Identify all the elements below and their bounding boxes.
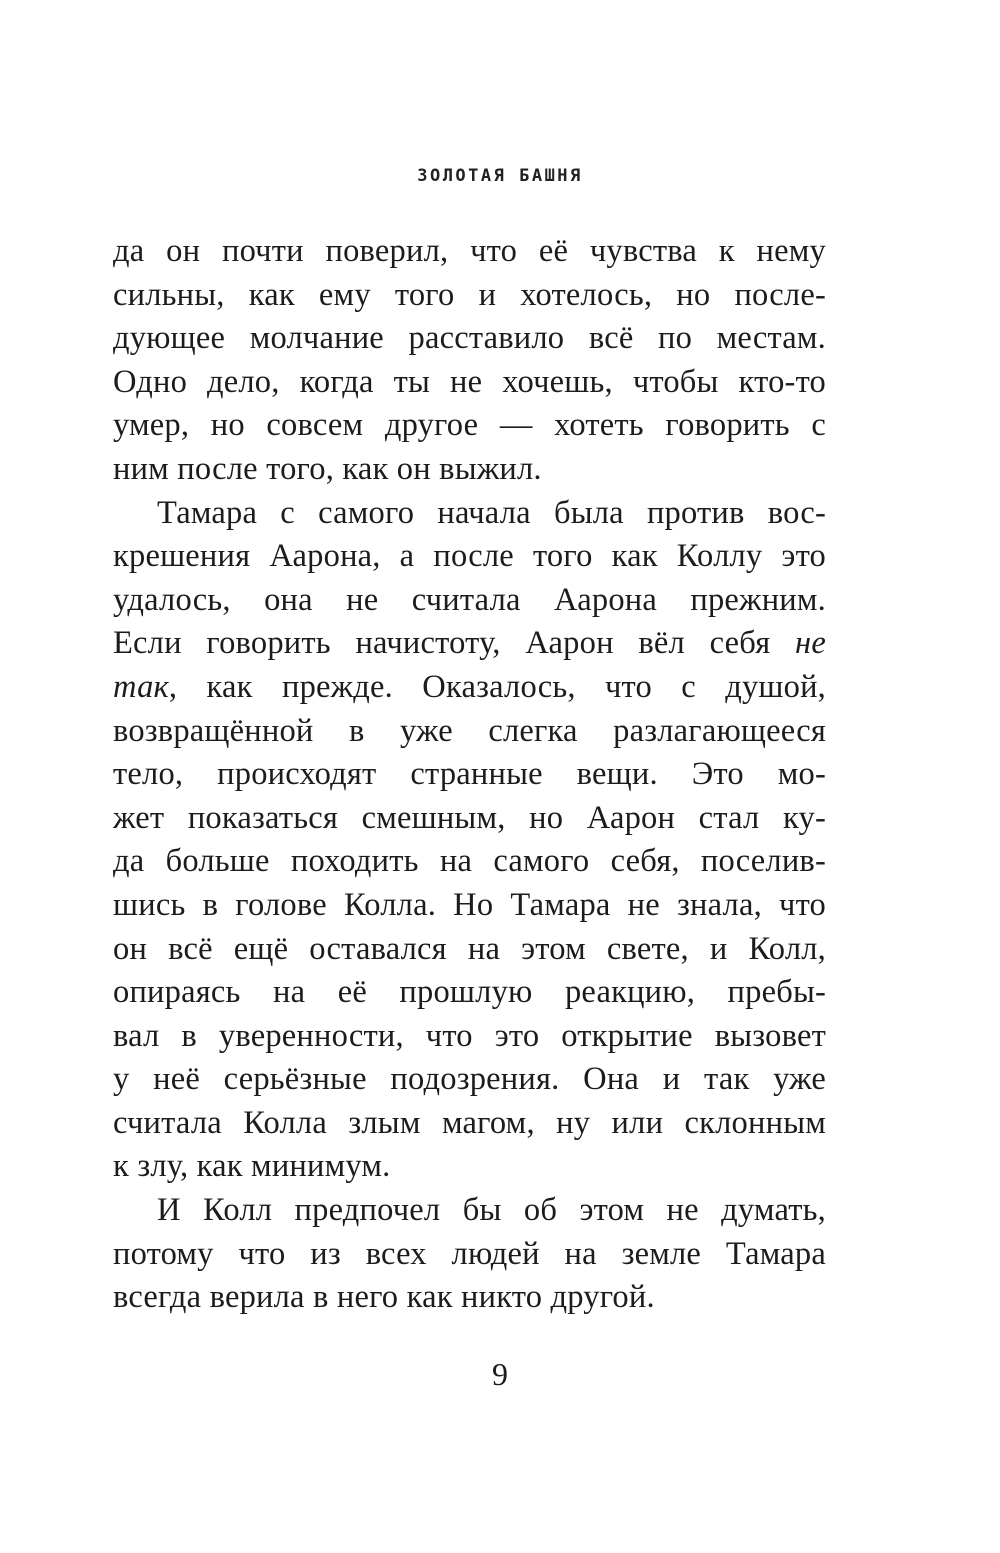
text-line-with-emphasis <box>113 666 826 710</box>
text-run: Если говорить начистоту, Аарон вёл себя <box>113 625 771 662</box>
text-line: опираясь на её прошлую реакцию, пребы- <box>113 974 826 1011</box>
text-run: , как прежде. Оказалось, что с душой, <box>168 668 826 705</box>
text-line: всегда верила в него как никто другой. <box>113 1279 655 1316</box>
text-line: Одно дело, когда ты не хочешь, чтобы кто-то <box>113 363 826 400</box>
text-line: он всё ещё оставался на этом свете, и Колл, <box>113 930 826 967</box>
text-line: Тамара с самого начала была против вос- <box>157 494 826 531</box>
text-line: считала Колла злым магом, ну или склонным <box>113 1104 826 1141</box>
text-line: крешения Аарона, а после того как Коллу это <box>113 538 826 575</box>
text-line: дующее молчание расставило всё по местам. <box>113 320 826 357</box>
text-line: ним после того, как он выжил. <box>113 450 542 487</box>
emphasis-text: так <box>113 668 169 705</box>
text-line: да больше походить на самого себя, поселив- <box>113 843 826 880</box>
text-line: жет показаться смешным, но Аарон стал ку- <box>113 799 826 836</box>
text-line: тело, происходят странные вещи. Это мо- <box>113 756 826 793</box>
text-line: потому что из всех людей на земле Тамара <box>113 1235 826 1272</box>
text-line-with-emphasis <box>113 622 826 666</box>
running-title: ЗОЛОТАЯ БАШНЯ <box>417 166 583 186</box>
text-line: вал в уверенности, что это открытие вызовет <box>113 1017 826 1054</box>
text-line: к злу, как минимум. <box>113 1148 391 1185</box>
text-line: удалось, она не считала Аарона прежним. <box>113 581 826 618</box>
text-line: сильны, как ему того и хотелось, но после- <box>113 276 826 313</box>
emphasis-text: не <box>795 625 826 662</box>
text-line: умер, но совсем другое — хотеть говорить с <box>113 407 826 444</box>
body-text <box>113 230 826 1320</box>
text-line: возвращённой в уже слегка разлагающееся <box>113 712 826 749</box>
text-line: да он почти поверил, что её чувства к нему <box>113 233 826 269</box>
text-line: у неё серьёзные подозрения. Она и так уже <box>113 1061 826 1098</box>
page-number: 9 <box>492 1356 508 1392</box>
text-line: шись в голове Колла. Но Тамара не знала, что <box>113 886 826 923</box>
text-line: И Колл предпочел бы об этом не думать, <box>157 1192 826 1229</box>
